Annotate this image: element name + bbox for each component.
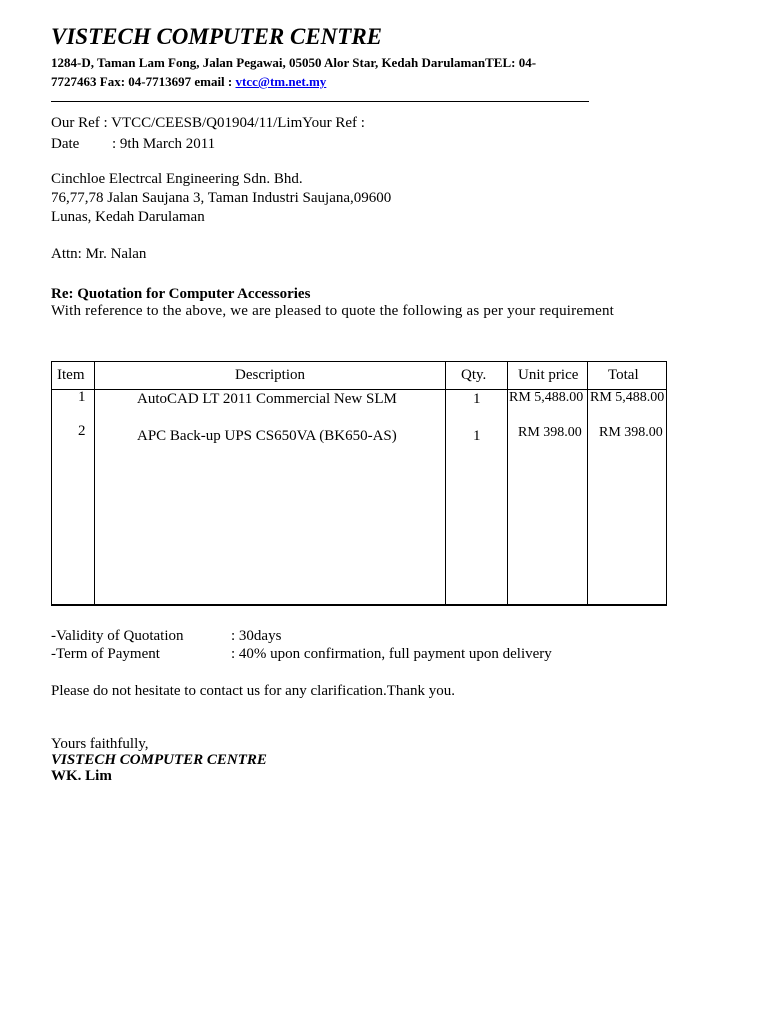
column-divider <box>507 362 508 604</box>
subject-line: Re: Quotation for Computer Accessories <box>51 286 311 302</box>
header-unit-price: Unit price <box>518 367 579 383</box>
email-link[interactable]: vtcc@tm.net.my <box>235 74 327 89</box>
intro-text: With reference to the above, we are pleased to quote the following as per your requirement <box>51 303 615 319</box>
date-label: Date <box>51 136 80 152</box>
signatory-name: WK. Lim <box>51 768 112 784</box>
quotation-table <box>51 361 667 606</box>
header-divider <box>51 101 589 102</box>
row-description: AutoCAD LT 2011 Commercial New SLM <box>137 391 397 407</box>
row-item-number: 1 <box>78 389 86 405</box>
attention-line: Attn: Mr. Nalan <box>51 246 147 262</box>
letterhead-company-name: VISTECH COMPUTER CENTRE <box>51 24 383 49</box>
validity-label: -Validity of Quotation <box>51 628 184 644</box>
header-qty: Qty. <box>461 367 487 383</box>
recipient-address-line2: Lunas, Kedah Darulaman <box>51 209 205 225</box>
row-unit-price: RM 5,488.00 <box>509 390 584 405</box>
salutation: Yours faithfully, <box>51 736 149 752</box>
row-qty: 1 <box>473 428 481 444</box>
letterhead-contact-text: 7727463 Fax: 04-7713697 email : <box>51 74 236 89</box>
row-total: RM 5,488.00 <box>590 390 665 405</box>
column-divider <box>445 362 446 604</box>
row-unit-price: RM 398.00 <box>518 425 582 440</box>
date-value: : 9th March 2011 <box>112 136 216 152</box>
header-total: Total <box>608 367 639 383</box>
recipient-address-line1: 76,77,78 Jalan Saujana 3, Taman Industri Saujana,09600 <box>51 190 392 206</box>
header-description: Description <box>235 367 305 383</box>
validity-value: : 30days <box>231 628 282 644</box>
recipient-company: Cinchloe Electrcal Engineering Sdn. Bhd. <box>51 171 303 187</box>
column-divider <box>587 362 588 604</box>
letterhead-address-line: 1284-D, Taman Lam Fong, Jalan Pegawai, 05050 Alor Star, Kedah DarulamanTEL: 04- <box>51 55 537 70</box>
row-description: APC Back-up UPS CS650VA (BK650-AS) <box>137 428 397 444</box>
payment-term-label: -Term of Payment <box>51 646 160 662</box>
column-divider <box>94 362 95 604</box>
row-item-number: 2 <box>78 423 86 439</box>
letterhead-contact-line <box>51 73 326 91</box>
closing-note: Please do not hesitate to contact us for any clarification.Thank you. <box>51 683 456 699</box>
row-qty: 1 <box>473 391 481 407</box>
header-item: Item <box>57 367 85 383</box>
payment-term-value: : 40% upon confirmation, full payment upon delivery <box>231 646 552 662</box>
row-total: RM 398.00 <box>599 425 663 440</box>
our-ref-line: Our Ref : VTCC/CEESB/Q01904/11/LimYour Ref : <box>51 115 365 131</box>
signoff-company: VISTECH COMPUTER CENTRE <box>51 752 267 768</box>
